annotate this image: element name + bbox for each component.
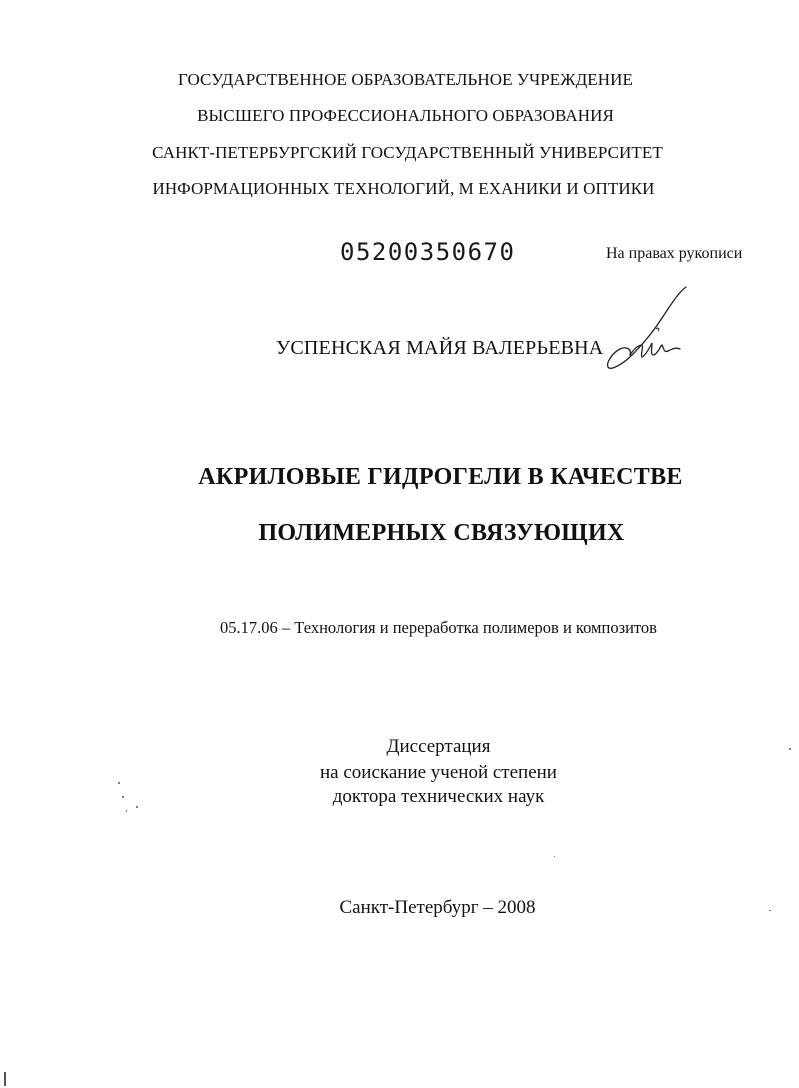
- author-name: УСПЕНСКАЯ МАЙЯ ВАЛЕРЬЕВНА: [276, 337, 604, 359]
- degree-line-1: Диссертация: [386, 736, 491, 757]
- degree-line-3: доктора технических наук: [332, 786, 545, 807]
- institution-line-1: ГОСУДАРСТВЕННОЕ ОБРАЗОВАТЕЛЬНОЕ УЧРЕЖДЕНИЕ: [177, 70, 634, 89]
- institution-line-4: ИНФОРМАЦИОННЫХ ТЕХНОЛОГИЙ, М ЕХАНИКИ И ОПТИКИ: [152, 179, 655, 198]
- title-line-1: АКРИЛОВЫЕ ГИДРОГЕЛИ В КАЧЕСТВЕ: [198, 464, 683, 490]
- degree-line-2: на соискание ученой степени: [320, 762, 557, 783]
- institution-line-3: САНКТ-ПЕТЕРБУРГСКИЙ ГОСУДАРСТВЕННЫЙ УНИВЕРСИТЕТ: [152, 143, 663, 162]
- signature-icon: [598, 283, 688, 378]
- specialty: 05.17.06 – Технология и переработка полимеров и композитов: [220, 618, 657, 637]
- document-code: 05200350670: [340, 238, 516, 266]
- scan-speck: [126, 810, 127, 812]
- scan-speck: [554, 856, 555, 857]
- scan-speck: [118, 782, 120, 784]
- place-year: Санкт-Петербург – 2008: [339, 897, 536, 918]
- scan-speck: [769, 910, 771, 911]
- rights-note: На правах рукописи: [606, 245, 743, 262]
- title-line-2: ПОЛИМЕРНЫХ СВЯЗУЮЩИХ: [258, 520, 625, 546]
- scan-speck: [4, 1072, 6, 1086]
- institution-line-2: ВЫСШЕГО ПРОФЕССИОНАЛЬНОГО ОБРАЗОВАНИЯ: [197, 106, 614, 125]
- scan-speck: [136, 806, 138, 808]
- scan-speck: [122, 796, 124, 798]
- scan-speck: [789, 748, 791, 750]
